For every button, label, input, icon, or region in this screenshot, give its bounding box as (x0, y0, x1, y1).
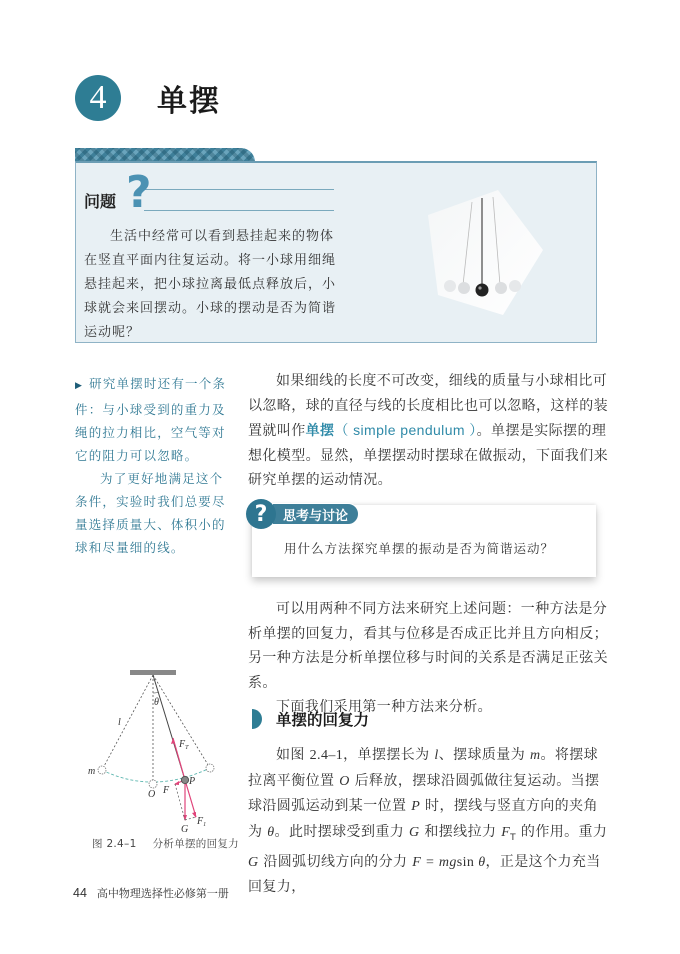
discussion-label: 思考与讨论 (272, 503, 359, 525)
discussion-box (252, 501, 596, 577)
section-number-badge: 4 (75, 75, 121, 121)
divider (144, 210, 334, 211)
svg-text:θ: θ (154, 697, 159, 708)
svg-text:F: F (163, 785, 170, 796)
page-footer (73, 885, 229, 901)
discussion-badge (246, 501, 359, 527)
svg-text:O: O (148, 789, 156, 800)
paragraph: 可以用两种不同方法来研究上述问题：一种方法是分析单摆的回复力，看其与位移是否成正比并且方向相反；另一种方法是分析单摆位移与时间的关系是否满足正弦关系。 (248, 601, 608, 691)
keyword-simple-pendulum: 单摆 (305, 423, 335, 439)
pendulum-force-diagram (80, 660, 240, 860)
formula: F = mg (412, 854, 457, 870)
keyword-english: （ simple pendulum ） (334, 422, 477, 438)
text-span: 。单摆是实际摆的理想化模型。显然，单摆摆动时摆球在做振动，下面我们来研究单摆的运动情况。 (248, 423, 608, 488)
question-label-row (84, 167, 334, 218)
question-text: 生活中经常可以看到悬挂起来的物体在竖直平面内往复运动。将一小球用细绳悬挂起来，把小球拉离最低点释放后，小球就会来回摆动。小球的摆动是否为简谐运动呢？ (84, 229, 337, 340)
subsection-heading (252, 708, 369, 730)
text-span: 如果细线的长度不可改变，细线的质量与小球相比可以忽略，球的直径与线的长度相比也可以忽略，这样的装置就叫作 (248, 373, 608, 439)
pendulum-balls-photo (428, 190, 548, 320)
section-title: 单摆 (157, 84, 221, 119)
figure-number: 图 2.4–1 (92, 838, 137, 850)
page-number: 44 (73, 886, 87, 900)
figure-reference-link[interactable]: 2.4–1 (309, 748, 344, 763)
side-note (75, 372, 230, 559)
question-label: 问题 (84, 192, 117, 211)
svg-text:l: l (118, 717, 121, 728)
divider (144, 189, 334, 190)
method-paragraph (248, 597, 608, 720)
question-box-tab-pattern (75, 148, 255, 162)
restoring-force-paragraph: 如图 2.4–1，单摆摆长为 l、摆球质量为 m。将摆球拉离平衡位置 O 后释放，摆球沿圆弧做往复运动。当摆球沿圆弧运动到某一位置 P 时，摆线与竖直方向的夹角为 θ。此时摆球受到重力 G 和摆线拉力 $F_T$ 的作用。重力 G 沿圆弧切线方向的分力 F = mgsin θ，正是这个力充当回复力， (248, 747, 608, 896)
question-bubble-icon: ? (246, 499, 276, 529)
svg-text:G: G (181, 824, 189, 835)
side-note-paragraph: 为了更好地满足这个条件，实验时我们总要尽量选择质量大、体积小的球和尽量细的线。 (75, 471, 226, 555)
triangle-bullet-icon: ▶ (75, 381, 84, 391)
figure-caption (92, 836, 239, 851)
section-header (75, 74, 221, 122)
discussion-question: 用什么方法探究单摆的振动是否为简谐运动？ (284, 541, 555, 556)
figure-title: 分析单摆的回复力 (152, 838, 239, 850)
svg-text:m: m (88, 766, 96, 777)
paragraph: 下面我们采用第一种方法来分析。 (276, 699, 492, 715)
intro-paragraph (248, 369, 608, 493)
book-title: 高中物理选择性必修第一册 (96, 887, 229, 900)
svg-text:FT: $F_T$ (179, 739, 189, 751)
heading-marker-icon (252, 709, 262, 729)
svg-text:P: P (189, 776, 196, 787)
question-mark-icon: ? (126, 167, 152, 218)
side-note-paragraph: 研究单摆时还有一个条件：与小球受到的重力及绳的拉力相比，空气等对它的阻力可以忽略。 (75, 376, 227, 463)
subsection-title: 单摆的回复力 (276, 711, 370, 729)
svg-text:F1: $F_1$ (197, 816, 207, 828)
ceiling-support (130, 670, 176, 675)
